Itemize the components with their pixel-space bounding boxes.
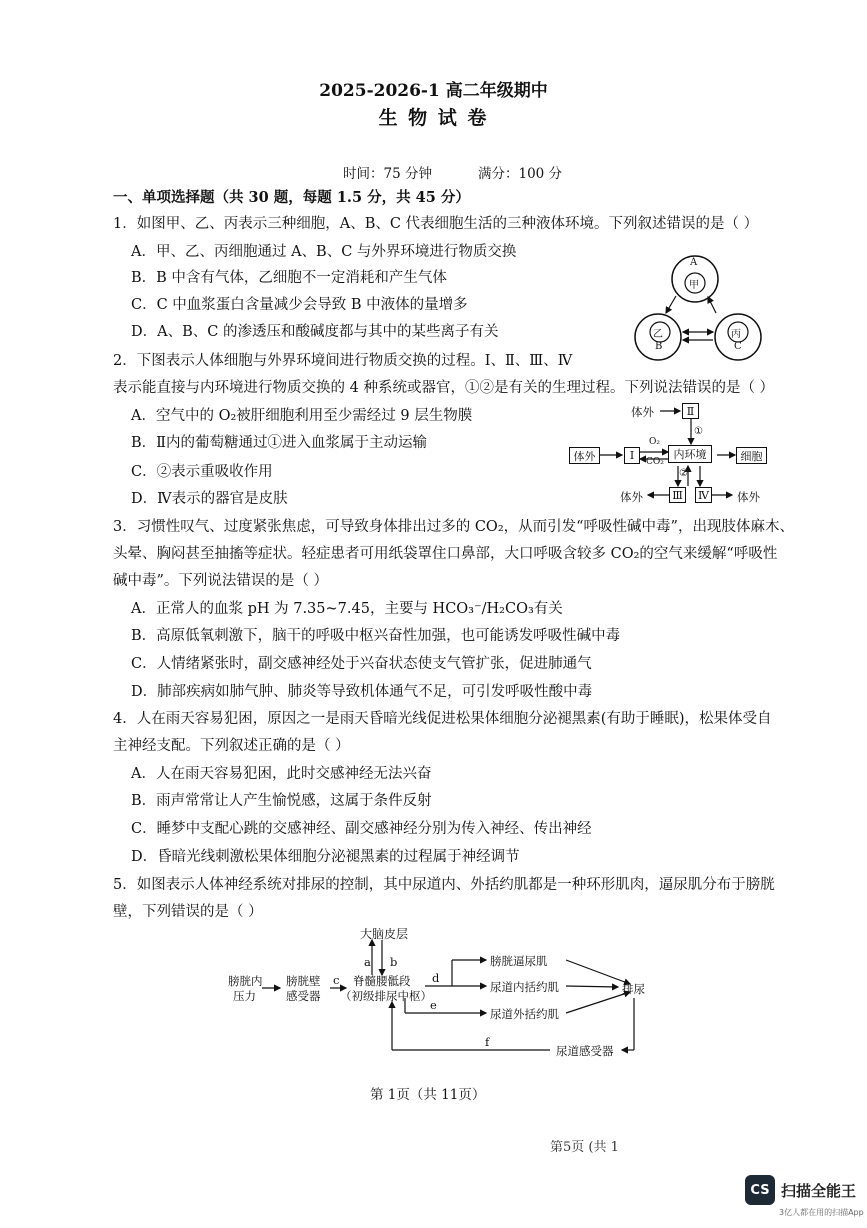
q2-o2: O₂ (649, 437, 660, 447)
q2-box-internal: 内环境 (668, 445, 712, 463)
q3-option-a: A．正常人的血浆 pH 为 7.35~7.45，主要与 HCO₃⁻/H₂CO₃有关 (131, 601, 563, 617)
section-heading: 一、单项选择题（共 30 题，每题 1.5 分，共 45 分） (113, 189, 470, 206)
q5-label-f: f (485, 1035, 490, 1049)
q2-outside-top: 体外 (631, 405, 654, 419)
q5-receptor-2: 感受器 (286, 989, 321, 1003)
q2-process-1: ① (694, 426, 703, 437)
q1-cell-a: 甲 (689, 280, 699, 291)
q5-stem-line2: 壁，下列错误的是（ ） (113, 904, 263, 920)
q5-outer-sphincter: 尿道外括约肌 (490, 1007, 559, 1021)
app-name: 扫描全能王 (781, 1181, 857, 1200)
q2-box-i: Ⅰ (624, 447, 640, 464)
q1-label-b: B (655, 341, 663, 352)
scanner-watermark (745, 1175, 856, 1205)
q4-option-d: D．昏暗光线刺激松果体细胞分泌褪黑素的过程属于神经调节 (131, 849, 520, 865)
q2-option-d: D．Ⅳ表示的器官是皮肤 (131, 491, 288, 507)
q1-option-a: A．甲、乙、丙细胞通过 A、B、C 与外界环境进行物质交换 (131, 244, 517, 260)
q4-option-a: A．人在雨天容易犯困，此时交感神经无法兴奋 (131, 766, 432, 782)
q5-detrusor: 膀胱逼尿肌 (490, 954, 548, 968)
q1-label-a: A (690, 257, 698, 268)
q2-outside-b1: 体外 (620, 490, 643, 504)
q2-box-ii: Ⅱ (682, 403, 699, 419)
q2-stem-line1: 2．下图表示人体细胞与外界环境间进行物质交换的过程。Ⅰ、Ⅱ、Ⅲ、Ⅳ (113, 353, 573, 369)
q2-outside-b2: 体外 (737, 490, 760, 504)
q2-option-c: C．②表示重吸收作用 (131, 464, 273, 480)
next-page-cut-text: 第5页 (共 1 (550, 1140, 619, 1155)
q5-cortex: 大脑皮层 (360, 927, 409, 941)
exam-subtitle: 生 物 试 卷 (378, 107, 489, 129)
q4-stem-line1: 4．人在雨天容易犯困，原因之一是雨天昏暗光线促进松果体细胞分泌褪黑素(有助于睡眠)，松果体受自 (113, 711, 772, 727)
q4-stem-line2: 主神经支配。下列叙述正确的是（ ） (113, 738, 350, 754)
q1-stem: 1．如图甲、乙、丙表示三种细胞，A、B、C 代表细胞生活的三种液体环境。下列叙述错误的是（ ） (113, 216, 759, 232)
q5-stem-line1: 5．如图表示人体神经系统对排尿的控制，其中尿道内、外括约肌都是一种环形肌肉，逼尿肌分布于膀胱 (113, 877, 775, 893)
q5-spinal-2: （初级排尿中枢） (340, 989, 432, 1003)
q3-stem-line3: 碱中毒”。下列说法错误的是（ ） (113, 573, 329, 589)
q2-option-b: B．Ⅱ内的葡萄糖通过①进入血浆属于主动运输 (131, 435, 428, 451)
q1-label-c: C (734, 341, 742, 352)
q1-cell-c: 丙 (731, 329, 741, 340)
q5-urethral-receptor: 尿道感受器 (556, 1044, 614, 1058)
q2-box-iv: Ⅳ (695, 487, 712, 503)
app-slogan: 3亿人都在用的扫描App (779, 1208, 864, 1217)
q5-spinal-1: 脊髓腰骶段 (353, 974, 411, 988)
q5-label-d: d (432, 971, 440, 985)
q4-option-b: B．雨声常常让人产生愉悦感，这属于条件反射 (131, 793, 432, 809)
q5-receptor-1: 膀胱壁 (286, 974, 321, 988)
q2-box-cell: 细胞 (736, 447, 767, 464)
q2-stem-line2: 表示能直接与内环境进行物质交换的 4 种系统或器官，①②是有关的生理过程。下列说法错误的是（ ） (113, 380, 775, 396)
q5-label-c: c (333, 973, 340, 987)
q3-option-b: B．高原低氧刺激下，脑干的呼吸中枢兴奋性加强，也可能诱发呼吸性碱中毒 (131, 628, 621, 644)
q3-stem-line1: 3．习惯性叹气、过度紧张焦虑，可导致身体排出过多的 CO₂，从而引发“呼吸性碱中毒”，出现肢体麻木、 (113, 519, 794, 535)
exam-time: 时间：75 分钟 (343, 166, 432, 182)
q5-pressure-2: 压力 (233, 989, 256, 1003)
q1-option-c: C．C 中血浆蛋白含量减少会导致 B 中液体的量增多 (131, 297, 468, 313)
q2-option-a: A．空气中的 O₂被肝细胞利用至少需经过 9 层生物膜 (131, 408, 473, 424)
q1-option-b: B．B 中含有气体，乙细胞不一定消耗和产生气体 (131, 270, 447, 286)
q5-urinate: 排尿 (622, 982, 645, 996)
q1-cell-b: 乙 (653, 329, 663, 340)
q2-box-iii: Ⅲ (669, 487, 686, 503)
q5-label-a: a (364, 955, 371, 969)
exam-score: 满分：100 分 (478, 166, 563, 182)
q3-stem-line2: 头晕、胸闷甚至抽搐等症状。轻症患者可用纸袋罩住口鼻部，大口呼吸含较多 CO₂的空气来缓解“呼吸性 (113, 546, 778, 562)
q3-option-c: C．人情绪紧张时，副交感神经处于兴奋状态使支气管扩张，促进肺通气 (131, 656, 592, 672)
q2-process-2: ② (679, 468, 688, 479)
q2-box-outside: 体外 (569, 447, 600, 464)
q3-option-d: D．肺部疾病如肺气肿、肺炎等导致机体通气不足，可引发呼吸性酸中毒 (131, 684, 593, 700)
page-number: 第 1页（共 11页） (370, 1087, 486, 1103)
app-logo-icon: CS (745, 1175, 775, 1205)
exam-title: 2025-2026-1 高二年级期中 (319, 81, 548, 101)
q5-inner-sphincter: 尿道内括约肌 (490, 980, 559, 994)
q5-label-b: b (390, 955, 398, 969)
q4-option-c: C．睡梦中支配心跳的交感神经、副交感神经分别为传入神经、传出神经 (131, 821, 592, 837)
q1-option-d: D．A、B、C 的渗透压和酸碱度都与其中的某些离子有关 (131, 324, 499, 340)
q2-co2: CO₂ (646, 457, 664, 467)
q5-pressure-1: 膀胱内 (228, 974, 263, 988)
q5-label-e: e (430, 998, 437, 1012)
